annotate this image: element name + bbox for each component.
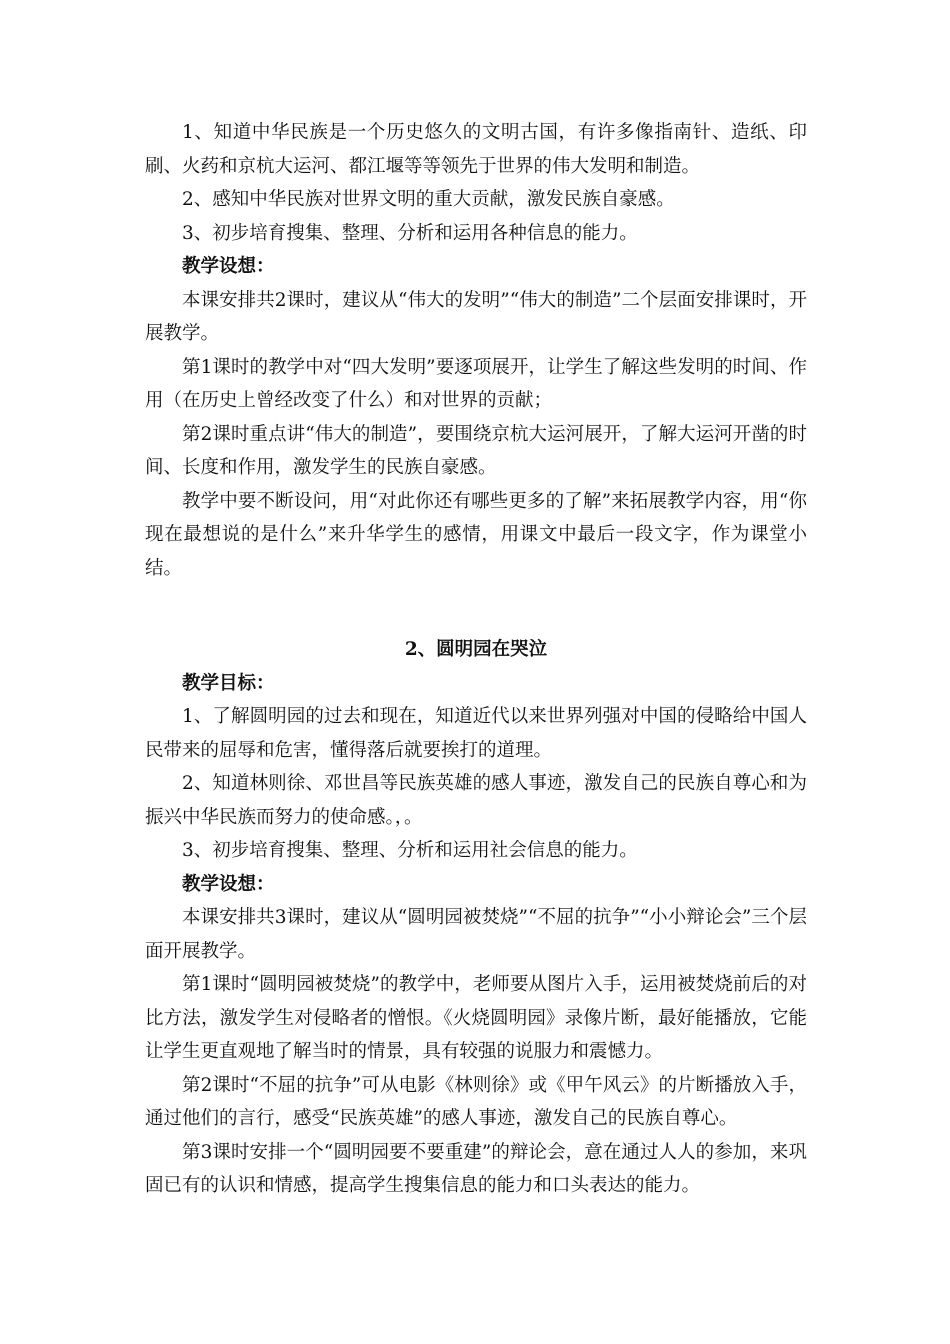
goal-paragraph: 1、了解圆明园的过去和现在，知道近代以来世界列强对中国的侵略给中国人民带来的屈辱和危害，懂得落后就要挨打的道理。 — [145, 706, 807, 761]
design-paragraph: 第2课时重点讲“伟大的制造”，要围绕京杭大运河展开，了解大运河开凿的时间、长度和作用，激发学生的民族自豪感。 — [145, 423, 807, 478]
goal-paragraph: 1、知道中华民族是一个历史悠久的文明古国，有许多像指南针、造纸、印刷、火药和京杭大运河、都江堰等等领先于世界的伟大发明和制造。 — [145, 122, 807, 177]
section-title: 2、圆明园在哭泣 — [404, 639, 548, 660]
design-heading: 教学设想： — [182, 256, 275, 277]
design-paragraph: 教学中要不断设问，用“对此你还有哪些更多的了解”来拓展教学内容，用“你现在最想说的是什么”来升华学生的感情，用课文中最后一段文字，作为课堂小结。 — [145, 490, 807, 579]
goals-heading: 教学目标： — [182, 672, 275, 694]
section-spacer — [145, 585, 807, 633]
goal-paragraph: 2、感知中华民族对世界文明的重大贡献，激发民族自豪感。 — [182, 189, 675, 210]
goal-paragraph: 3、初步培育搜集、整理、分析和运用社会信息的能力。 — [182, 840, 638, 861]
design-paragraph: 本课安排共3课时，建议从“圆明园被焚烧”“不屈的抗争”“小小辩论会”三个层面开展教学。 — [145, 907, 807, 962]
design-paragraph: 第3课时安排一个“圆明园要不要重建”的辩论会，意在通过人人的参加，来巩固已有的认识和情感，提高学生搜集信息的能力和口头表达的能力。 — [145, 1141, 807, 1196]
goal-paragraph: 3、初步培育搜集、整理、分析和运用各种信息的能力。 — [182, 222, 638, 244]
design-paragraph: 第1课时“圆明园被焚烧”的教学中，老师要从图片入手，运用被焚烧前后的对比方法，激发学生对侵略者的憎恨。《火烧圆明园》录像片断，最好能播放，它能让学生更直观地了解当时的情景，具有较强的说服力和震憾力。 — [145, 974, 807, 1062]
design-heading: 教学设想： — [182, 873, 275, 895]
goal-paragraph: 2、知道林则徐、邓世昌等民族英雄的感人事迹，激发自己的民族自尊心和为振兴中华民族而努力的使命感。，。 — [145, 773, 807, 828]
design-paragraph: 第2课时“不屈的抗争”可从电影《林则徐》或《甲午风云》的片断播放入手，通过他们的言行，感受“民族英雄”的感人事迹，激发自己的民族自尊心。 — [145, 1074, 807, 1129]
design-paragraph: 第1课时的教学中对“四大发明”要逐项展开，让学生了解这些发明的时间、作用（在历史上曾经改变了什么）和对世界的贡献； — [145, 356, 807, 411]
design-paragraph: 本课安排共2课时，建议从“伟大的发明”“伟大的制造”二个层面安排课时，开展教学。 — [145, 289, 807, 344]
document-page — [145, 116, 807, 1203]
